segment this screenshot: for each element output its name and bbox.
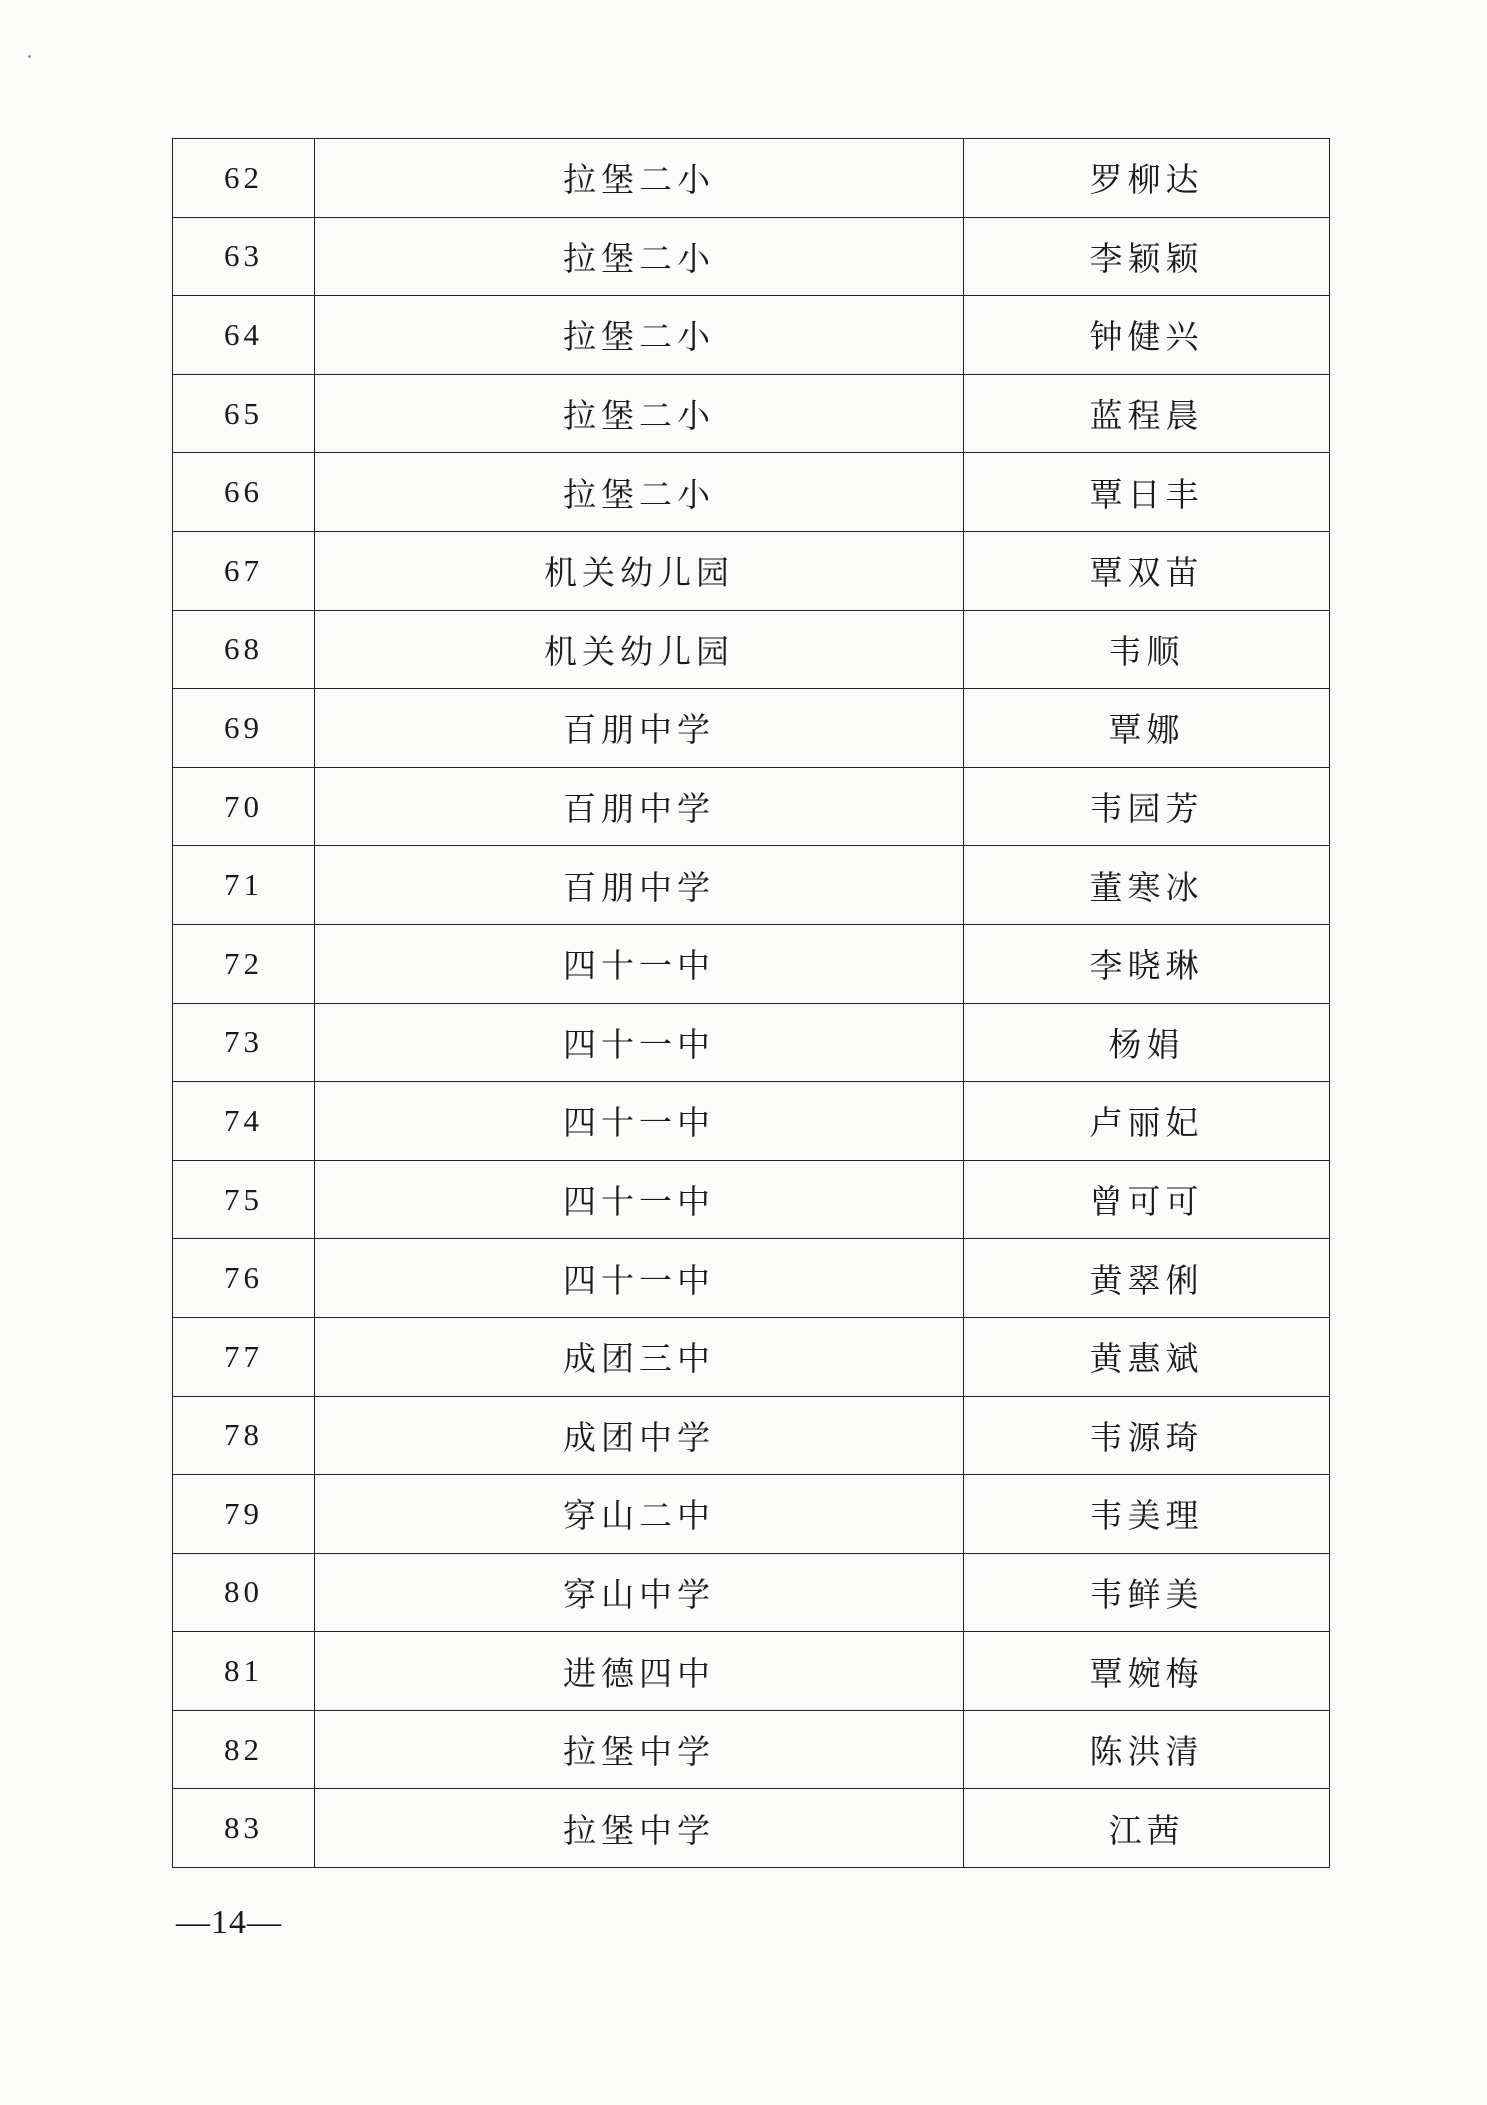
person-name: 蓝程晨 (964, 374, 1330, 453)
roster-table (172, 138, 1330, 1868)
person-name: 覃日丰 (964, 453, 1330, 532)
table-row (173, 767, 1330, 846)
row-number: 77 (173, 1317, 315, 1396)
table-row (173, 217, 1330, 296)
table-row (173, 1475, 1330, 1554)
school-name: 进德四中 (315, 1632, 964, 1711)
person-name: 韦园芳 (964, 767, 1330, 846)
school-name: 拉堡二小 (315, 217, 964, 296)
table-row (173, 296, 1330, 375)
row-number: 67 (173, 531, 315, 610)
person-name: 陈洪清 (964, 1710, 1330, 1789)
person-name: 覃娜 (964, 689, 1330, 768)
row-number: 69 (173, 689, 315, 768)
school-name: 百朋中学 (315, 689, 964, 768)
school-name: 拉堡二小 (315, 296, 964, 375)
school-name: 四十一中 (315, 924, 964, 1003)
school-name: 四十一中 (315, 1160, 964, 1239)
row-number: 66 (173, 453, 315, 532)
school-name: 成团三中 (315, 1317, 964, 1396)
person-name: 韦鲜美 (964, 1553, 1330, 1632)
person-name: 韦源琦 (964, 1396, 1330, 1475)
row-number: 83 (173, 1789, 315, 1868)
school-name: 拉堡二小 (315, 374, 964, 453)
person-name: 韦顺 (964, 610, 1330, 689)
school-name: 百朋中学 (315, 846, 964, 925)
table-row (173, 1003, 1330, 1082)
person-name: 江茜 (964, 1789, 1330, 1868)
person-name: 黄翠俐 (964, 1239, 1330, 1318)
person-name: 钟健兴 (964, 296, 1330, 375)
table-row (173, 1239, 1330, 1318)
row-number: 72 (173, 924, 315, 1003)
table-row (173, 374, 1330, 453)
school-name: 成团中学 (315, 1396, 964, 1475)
row-number: 62 (173, 139, 315, 218)
row-number: 75 (173, 1160, 315, 1239)
row-number: 79 (173, 1475, 315, 1554)
table-row (173, 139, 1330, 218)
school-name: 百朋中学 (315, 767, 964, 846)
school-name: 四十一中 (315, 1239, 964, 1318)
roster-table-body (173, 139, 1330, 1868)
row-number: 70 (173, 767, 315, 846)
person-name: 黄惠斌 (964, 1317, 1330, 1396)
school-name: 拉堡中学 (315, 1710, 964, 1789)
table-row (173, 453, 1330, 532)
person-name: 覃双苗 (964, 531, 1330, 610)
person-name: 杨娟 (964, 1003, 1330, 1082)
school-name: 穿山二中 (315, 1475, 964, 1554)
person-name: 韦美理 (964, 1475, 1330, 1554)
school-name: 拉堡二小 (315, 453, 964, 532)
school-name: 机关幼儿园 (315, 531, 964, 610)
table-row (173, 846, 1330, 925)
table-row (173, 1710, 1330, 1789)
table-row (173, 1789, 1330, 1868)
table-row (173, 531, 1330, 610)
page-number: —14— (176, 1904, 282, 1941)
school-name: 机关幼儿园 (315, 610, 964, 689)
school-name: 拉堡中学 (315, 1789, 964, 1868)
school-name: 穿山中学 (315, 1553, 964, 1632)
person-name: 曾可可 (964, 1160, 1330, 1239)
person-name: 李颖颖 (964, 217, 1330, 296)
row-number: 82 (173, 1710, 315, 1789)
table-row (173, 610, 1330, 689)
table-row (173, 1632, 1330, 1711)
row-number: 74 (173, 1082, 315, 1161)
row-number: 78 (173, 1396, 315, 1475)
person-name: 覃婉梅 (964, 1632, 1330, 1711)
table-row (173, 1553, 1330, 1632)
person-name: 卢丽妃 (964, 1082, 1330, 1161)
row-number: 81 (173, 1632, 315, 1711)
table-row (173, 924, 1330, 1003)
row-number: 68 (173, 610, 315, 689)
table-row (173, 1160, 1330, 1239)
person-name: 李晓琳 (964, 924, 1330, 1003)
person-name: 罗柳达 (964, 139, 1330, 218)
school-name: 四十一中 (315, 1003, 964, 1082)
table-row (173, 1317, 1330, 1396)
row-number: 80 (173, 1553, 315, 1632)
school-name: 四十一中 (315, 1082, 964, 1161)
row-number: 71 (173, 846, 315, 925)
person-name: 董寒冰 (964, 846, 1330, 925)
table-row (173, 689, 1330, 768)
row-number: 76 (173, 1239, 315, 1318)
table-row (173, 1396, 1330, 1475)
row-number: 63 (173, 217, 315, 296)
row-number: 73 (173, 1003, 315, 1082)
table-row (173, 1082, 1330, 1161)
scan-speck (28, 55, 31, 58)
school-name: 拉堡二小 (315, 139, 964, 218)
row-number: 65 (173, 374, 315, 453)
row-number: 64 (173, 296, 315, 375)
